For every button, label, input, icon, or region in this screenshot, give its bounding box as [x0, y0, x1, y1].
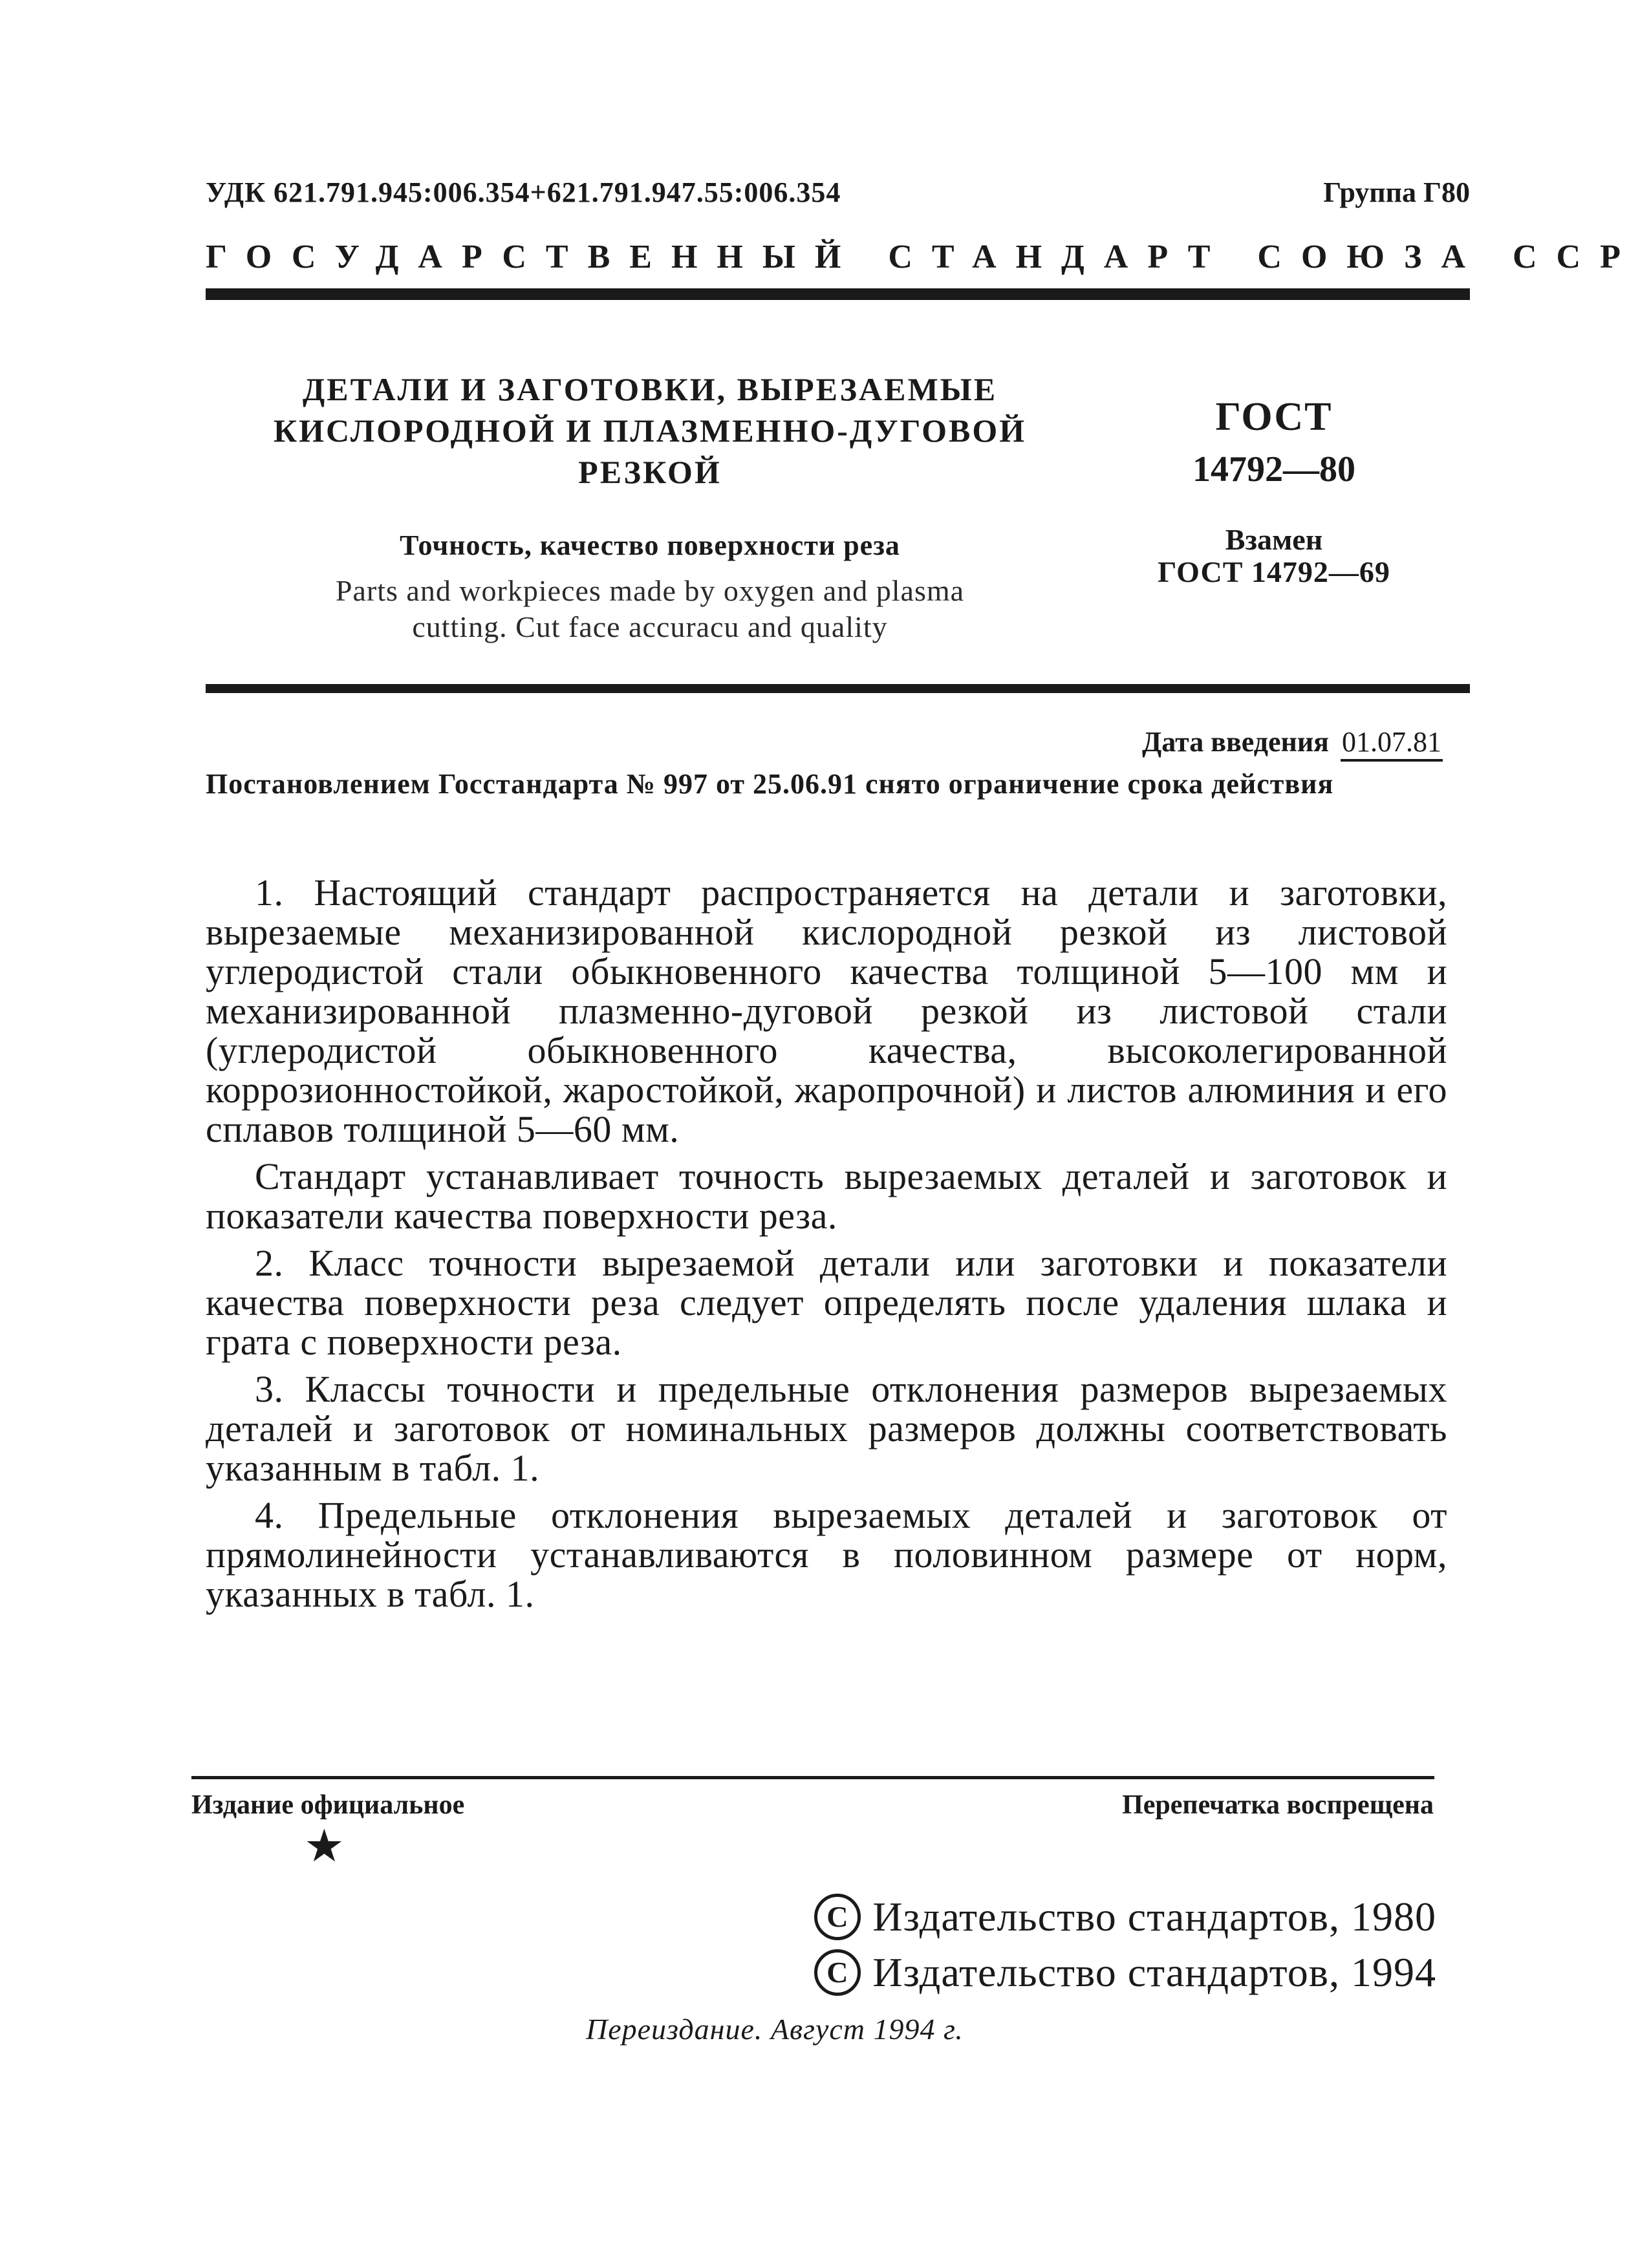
paragraph: Стандарт устанавливает точность вырезаемых деталей и заготовок и показатели качества поверхности реза. [206, 1155, 1447, 1237]
title-line: ДЕТАЛИ И ЗАГОТОВКИ, ВЫРЕЗАЕМЫЕ [302, 371, 998, 407]
reissue-note: Переиздание. Август 1994 г. [586, 2013, 964, 2046]
state-standard-heading: ГОСУДАРСТВЕННЫЙ СТАНДАРТ СОЮЗА ССР [206, 239, 1640, 275]
intro-date [1142, 725, 1443, 758]
intro-date-label: Дата введения [1141, 726, 1329, 758]
title-line: РЕЗКОЙ [578, 454, 722, 490]
group-code: Группа Г80 [1323, 177, 1470, 208]
copyright-icon: С [814, 1949, 861, 1996]
intro-date-value: 01.07.81 [1341, 726, 1443, 762]
title-rule [206, 684, 1470, 693]
header-rule [206, 288, 1470, 300]
document-subtitle: Точность, качество поверхности реза [400, 530, 900, 561]
reprint-prohibited-label: Перепечатка воспрещена [1122, 1790, 1434, 1820]
decree-note: Постановлением Госстандарта № 997 от 25.06.91 снято ограничение срока действия [206, 768, 1334, 800]
replaces-number: ГОСТ 14792—69 [1158, 555, 1390, 588]
replaces-label: Взамен [1225, 523, 1323, 556]
english-title-line: Parts and workpieces made by oxygen and plasma [335, 574, 965, 607]
title-line: КИСЛОРОДНОЙ И ПЛАЗМЕННО-ДУГОВОЙ [273, 412, 1027, 449]
english-title-line: cutting. Cut face accuracu and quality [412, 610, 888, 643]
copyright-icon: С [814, 1894, 861, 1940]
star-icon: ★ [304, 1822, 345, 1872]
official-edition-label: Издание официальное [191, 1790, 465, 1820]
paragraph: 4. Предельные отклонения вырезаемых деталей и заготовок от прямолинейности устанавливаются в половинном размере от норм, указанных в табл. 1. [206, 1494, 1447, 1615]
paragraph: 2. Класс точности вырезаемой детали или заготовки и показатели качества поверхности реза следует определять после удаления шлака и грата с поверхности реза. [206, 1242, 1447, 1363]
copyright-text: Издательство стандартов, 1994 [872, 1949, 1436, 1995]
document-title [233, 369, 1067, 493]
copyright-1994 [814, 1949, 1436, 2000]
paragraph: 3. Классы точности и предельные отклонения размеров вырезаемых деталей и заготовок от номинальных размеров должны соответствовать указанным в табл. 1. [206, 1368, 1447, 1489]
copyright-text: Издательство стандартов, 1980 [872, 1894, 1436, 1940]
english-title [207, 573, 1093, 645]
gost-label: ГОСТ [1215, 395, 1333, 439]
paragraph: 1. Настоящий стандарт распространяется на детали и заготовки, вырезаемые механизированной кислородной резкой из листовой углеродистой стали обыкновенного качества толщиной 5—100 мм и механизированной плазменно-дуговой резкой из листовой стали (углеродистой обыкновенного качества, высоколегированной коррозионностойкой, жаростойкой, жаропрочной) и листов алюминия и его сплавов толщиной 5—60 мм. [206, 872, 1447, 1150]
footer-rule [191, 1776, 1434, 1779]
body-text [206, 873, 1447, 1614]
gost-number: 14792—80 [1192, 449, 1355, 489]
copyright-1980 [814, 1893, 1436, 1944]
udk-code: УДК 621.791.945:006.354+621.791.947.55:006.354 [206, 177, 841, 208]
